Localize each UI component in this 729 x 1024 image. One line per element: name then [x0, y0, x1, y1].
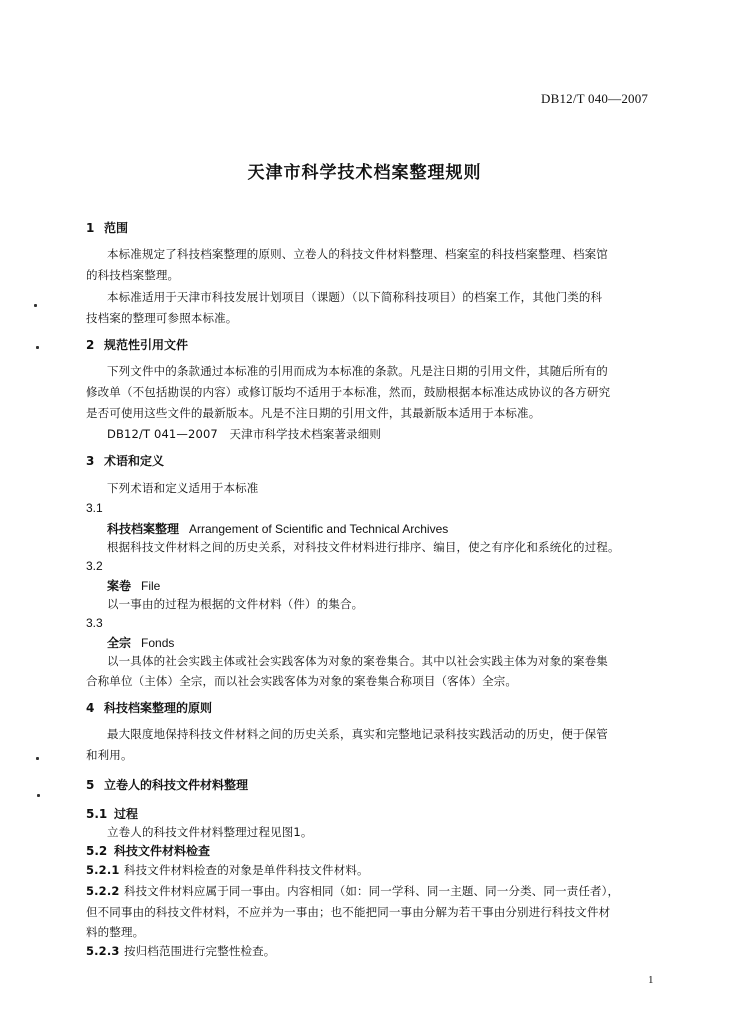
paragraph-line: 下列文件中的条款通过本标准的引用而成为本标准的条款。凡是注日期的引用文件，其随后所有的: [107, 364, 608, 378]
clause-text: 科技文件材料应属于同一事由。内容相同（如：同一学科、同一主题、同一分类、同一责任者），: [124, 884, 620, 898]
term-definition: 合称单位（主体）全宗，而以社会实践客体为对象的案卷集合称项目（客体）全宗。: [86, 674, 518, 688]
term-en: Fonds: [141, 636, 175, 650]
section-4-heading: [86, 699, 212, 716]
paragraph-line: 是否可使用这些文件的最新版本。凡是不注日期的引用文件，其最新版本适用于本标准。: [86, 406, 541, 420]
clause-line: [86, 943, 275, 959]
page-number: 1: [648, 974, 654, 986]
subsection-title: 过程: [114, 807, 139, 821]
section-title: 科技档案整理的原则: [104, 701, 213, 715]
clause-continuation: 料的整理。: [86, 925, 145, 939]
paragraph-line: 修改单（不包括勘误的内容）或修订版均不适用于本标准，然而，鼓励根据本标准达成协议的各方研究: [86, 385, 611, 399]
section-number: 1: [86, 221, 95, 235]
section-title: 规范性引用文件: [104, 338, 189, 352]
term-en: File: [141, 579, 161, 593]
section-2-heading: [86, 336, 188, 353]
subsection-number: 5.1: [86, 807, 108, 821]
clause-continuation: 但不同事由的科技文件材料，不应并为一事由；也不能把同一事由分解为若干事由分别进行科技文件材: [86, 905, 611, 919]
normative-reference: DB12/T 041—2007 天津市科学技术档案著录细则: [107, 427, 381, 441]
term-zh: 科技档案整理: [107, 522, 180, 536]
clause-text: 科技文件材料检查的对象是单件科技文件材料。: [124, 863, 369, 877]
paragraph-line: 本标准适用于天津市科技发展计划项目（课题）（以下简称科技项目）的档案工作，其他门类的科: [107, 290, 603, 304]
term-definition: 以一事由的过程为根据的文件材料（件）的集合。: [107, 597, 364, 611]
term-number: 3.2: [86, 559, 103, 573]
clause-text: 按归档范围进行完整性检查。: [124, 944, 276, 958]
document-title: 天津市科学技术档案整理规则: [247, 163, 482, 183]
paragraph-line: 最大限度地保持科技文件材料之间的历史关系，真实和完整地记录科技实践活动的历史，便于保管: [107, 727, 608, 741]
section-5-heading: [86, 776, 248, 793]
section-3-heading: [86, 452, 164, 469]
subsection-heading: [86, 842, 210, 859]
term-en: Arrangement of Scientific and Technical Archives: [189, 522, 449, 536]
term-definition: 以一具体的社会实践主体或社会实践客体为对象的案卷集合。其中以社会实践主体为对象的案卷集: [107, 654, 608, 668]
section-1-heading: [86, 219, 128, 236]
section-number: 5: [86, 778, 95, 792]
section-number: 4: [86, 701, 95, 715]
paragraph-line: 和利用。: [86, 748, 133, 762]
term-zh: 全宗: [107, 636, 132, 650]
scan-speck: [37, 794, 40, 797]
clause-line: [86, 862, 369, 878]
standard-number: DB12/T 040—2007: [541, 91, 649, 106]
section-number: 3: [86, 454, 95, 468]
paragraph-line: 技档案的整理可参照本标准。: [86, 311, 238, 325]
scan-speck: [36, 757, 39, 760]
clause-number: 5.2.2: [86, 884, 120, 898]
section-title: 范围: [104, 221, 129, 235]
term-entry: [107, 577, 160, 594]
subsection-heading: [86, 805, 138, 822]
term-number: 3.1: [86, 501, 103, 515]
clause-line: [86, 883, 619, 899]
clause-number: 5.2.1: [86, 863, 120, 877]
paragraph-line: 本标准规定了科技档案整理的原则、立卷人的科技文件材料整理、档案室的科技档案整理、档案馆: [107, 247, 608, 261]
term-definition: 根据科技文件材料之间的历史关系，对科技文件材料进行排序、编目，使之有序化和系统化的过程。: [107, 540, 620, 554]
subsection-title: 科技文件材料检查: [114, 844, 211, 858]
paragraph-line: 下列术语和定义适用于本标准: [107, 481, 259, 495]
term-number: 3.3: [86, 616, 103, 630]
subsection-number: 5.2: [86, 844, 108, 858]
scan-speck: [36, 346, 39, 349]
scan-speck: [34, 304, 37, 307]
paragraph-line: 的科技档案整理。: [86, 268, 180, 282]
section-number: 2: [86, 338, 95, 352]
term-entry: [107, 520, 448, 537]
clause-number: 5.2.3: [86, 944, 120, 958]
paragraph-line: 立卷人的科技文件材料整理过程见图1。: [107, 825, 313, 839]
section-title: 立卷人的科技文件材料整理: [104, 778, 249, 792]
term-entry: [107, 634, 174, 651]
section-title: 术语和定义: [104, 454, 165, 468]
term-zh: 案卷: [107, 579, 132, 593]
